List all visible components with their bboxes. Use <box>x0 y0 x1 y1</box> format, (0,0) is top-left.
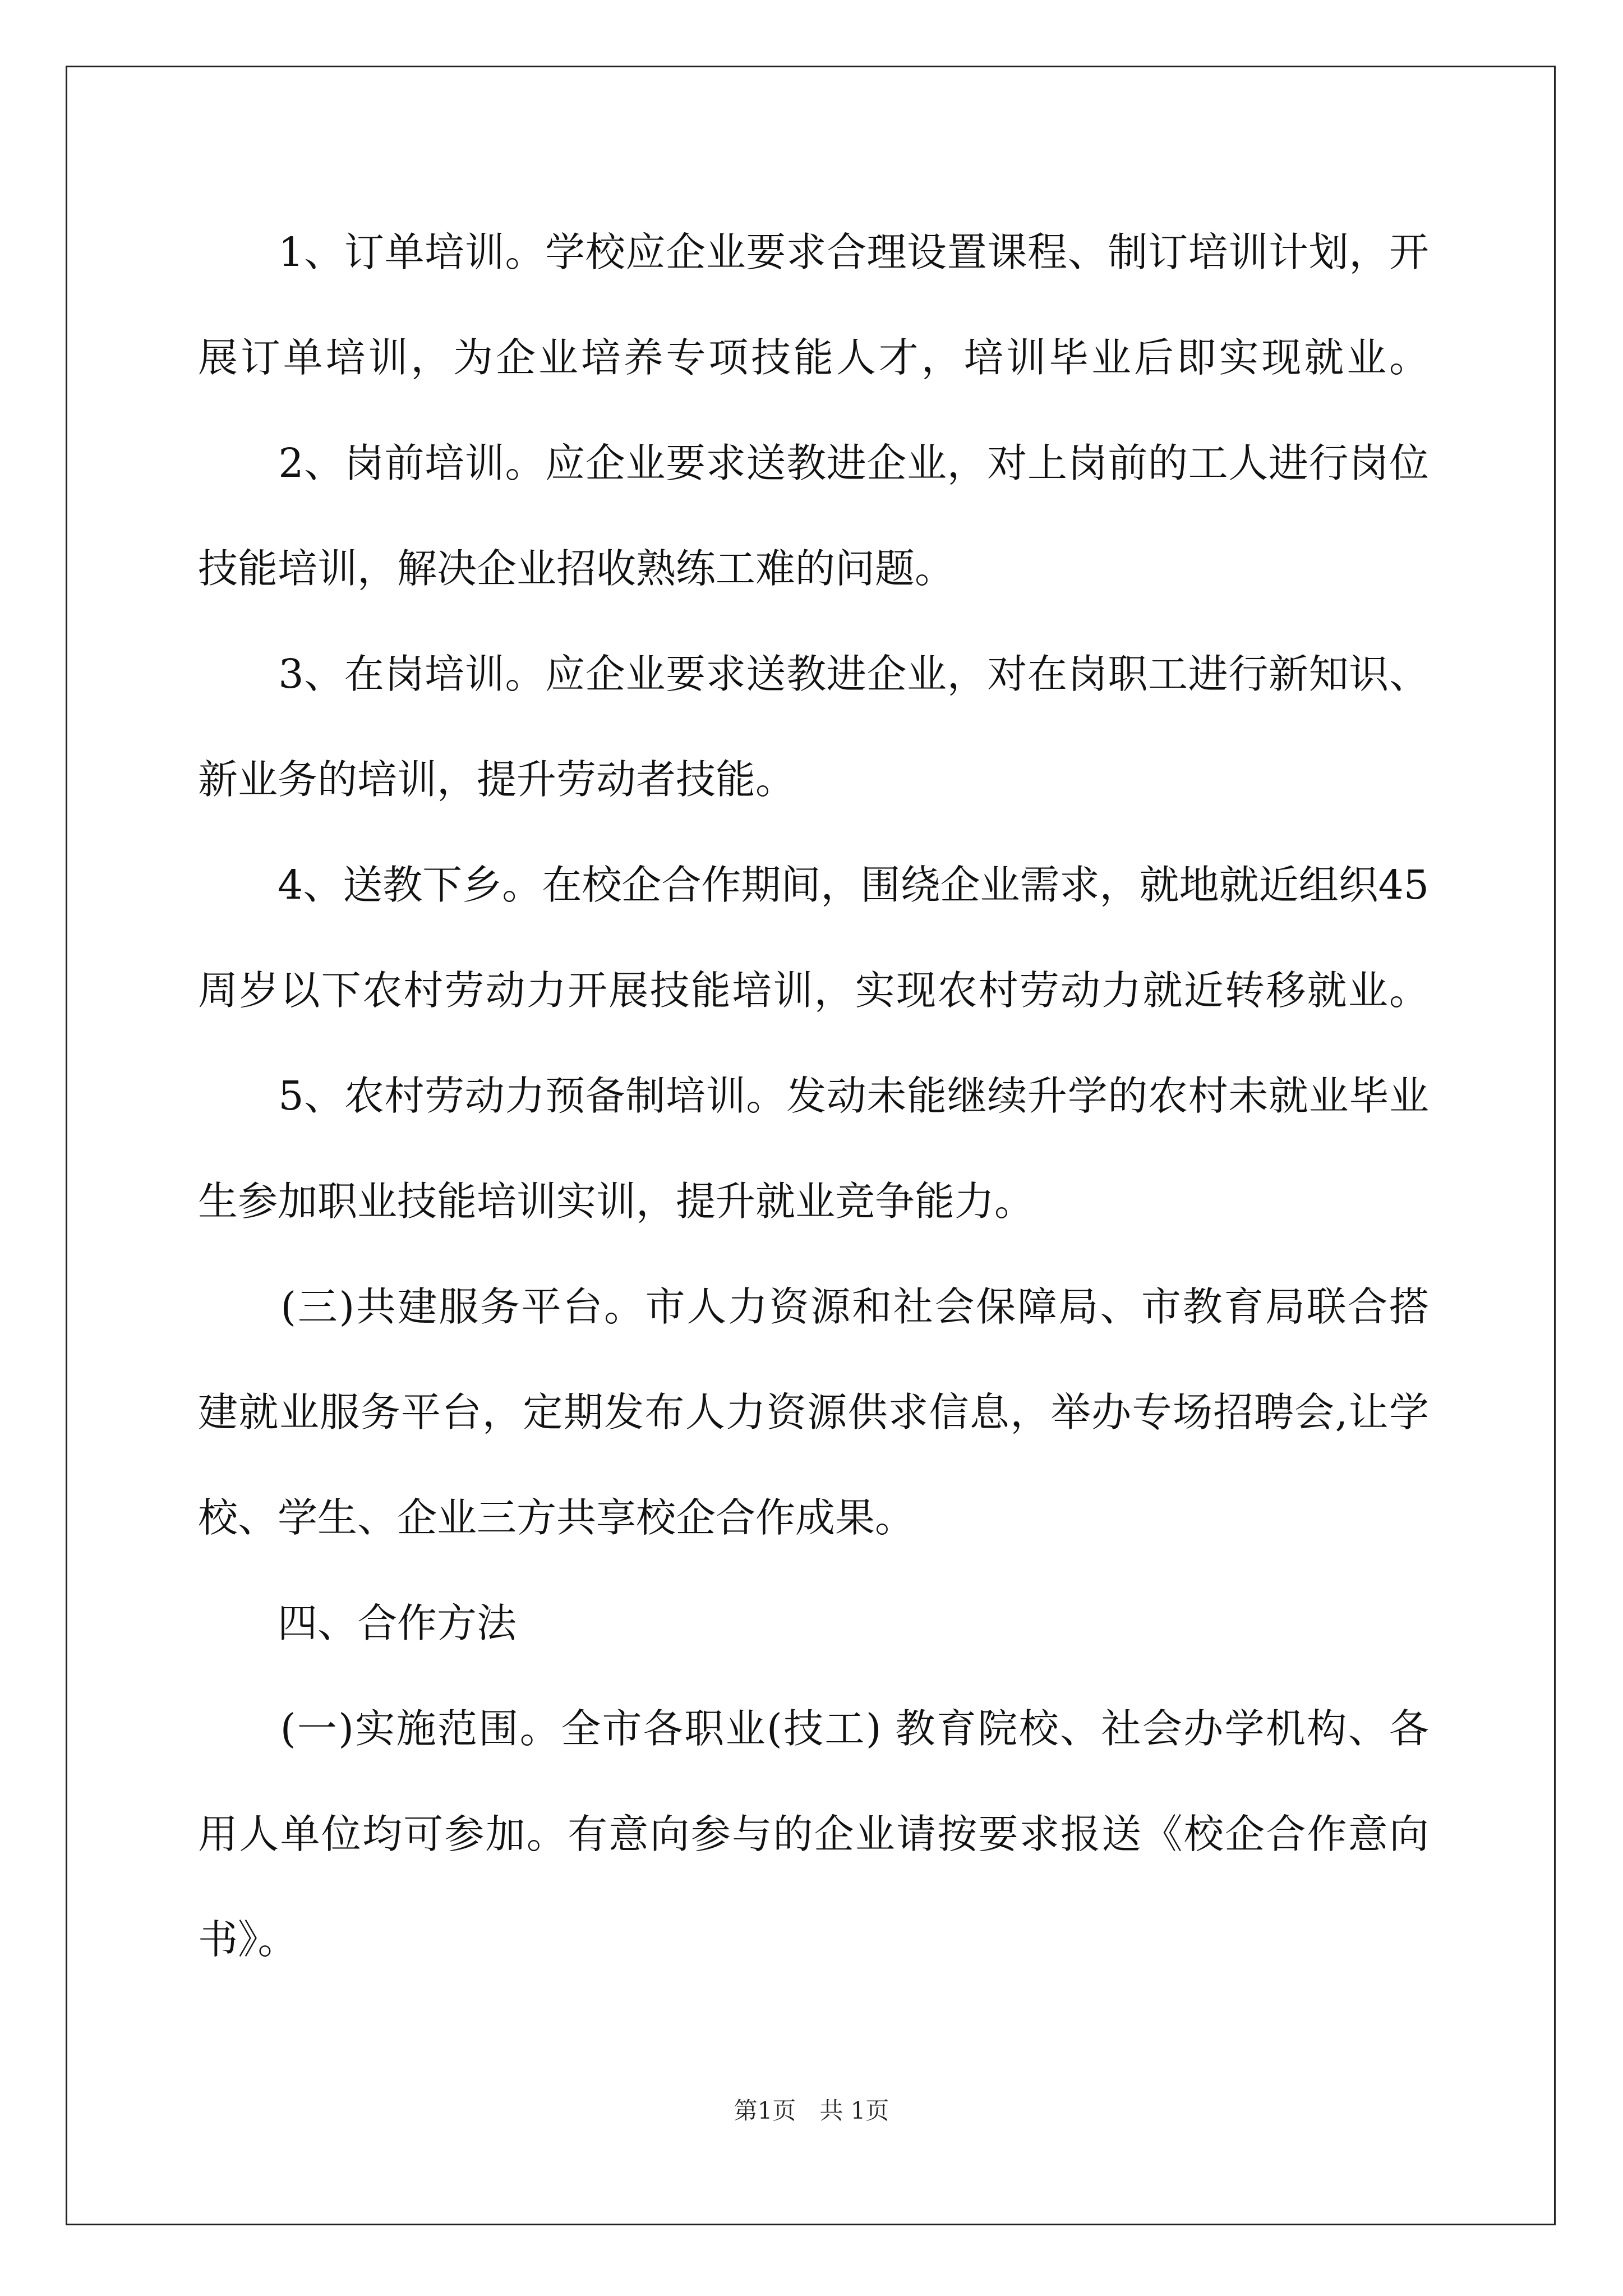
paragraph-line: 技能培训，解决企业招收熟练工难的问题。 <box>198 545 955 592</box>
paragraph-line: 生参加职业技能培训实训，提升就业竞争能力。 <box>198 1178 1035 1225</box>
page-border <box>66 66 1556 2225</box>
paragraph-line: (三)共建服务平台。市人力资源和社会保障局、市教育局联合搭 <box>198 1283 1429 1330</box>
paragraph-line: 4、送教下乡。在校企合作期间，围绕企业需求，就地就近组织45 <box>198 862 1429 908</box>
paragraph-line: 校、学生、企业三方共享校企合作成果。 <box>198 1494 915 1541</box>
paragraph-line: 5、农村劳动力预备制培训。发动未能继续升学的农村未就业毕业 <box>198 1073 1429 1119</box>
paragraph-line: (一)实施范围。全市各职业(技工) 教育院校、社会办学机构、各 <box>198 1705 1429 1752</box>
page-footer: 第1页 共 1页 <box>734 2097 889 2124</box>
paragraph-line: 展订单培训，为企业培养专项技能人才，培训毕业后即实现就业。 <box>198 334 1429 381</box>
paragraph-line: 建就业服务平台，定期发布人力资源供求信息，举办专场招聘会,让学 <box>198 1389 1429 1435</box>
paragraph-line: 3、在岗培训。应企业要求送教进企业，对在岗职工进行新知识、 <box>198 651 1429 697</box>
paragraph-line: 用人单位均可参加。有意向参与的企业请按要求报送《校企合作意向 <box>198 1811 1429 1857</box>
paragraph-line: 2、岗前培训。应企业要求送教进企业，对上岗前的工人进行岗位 <box>198 440 1429 486</box>
paragraph-line: 周岁以下农村劳动力开展技能培训，实现农村劳动力就近转移就业。 <box>198 967 1429 1014</box>
paragraph-line: 1、订单培训。学校应企业要求合理设置课程、制订培训计划，开 <box>198 229 1429 275</box>
paragraph-line: 新业务的培训，提升劳动者技能。 <box>198 756 796 803</box>
paragraph-line: 书》。 <box>198 1916 298 1963</box>
section-heading: 四、合作方法 <box>198 1600 517 1646</box>
